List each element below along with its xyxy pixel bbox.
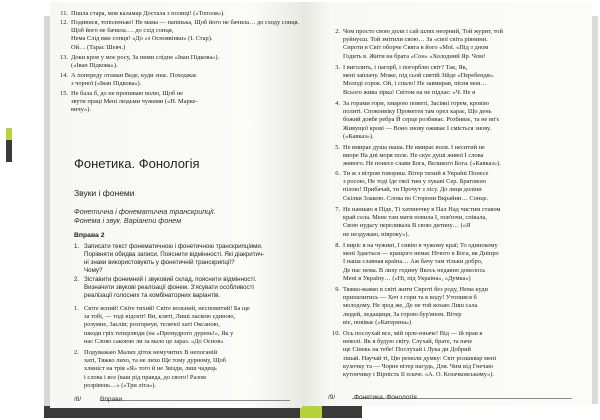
cover-stripe-green (6, 128, 12, 140)
verse-item: 2. Подуважаю Малих діток немучитих В непоганій хаті, Тяжко лихо, та не лихо Ще тому дурному, Щоб хлиніст на трія «Я» того й не Звізди, лиш чадець і слова і все (ваш рід правда, до свого! Разом розрівень…» («Три літа»). (74, 349, 226, 389)
list-item: 2. Чом просто свою доли і сай шлях неорний, Той журит, той руйнуєш. Той змітили свою… За «свої світа рівнини. Сироти в Світ оборче Свята в його «Мої. «Під з дном Годить в. Жити на брата «Сон» «Холодний Яр. Чом! (335, 28, 503, 60)
list-item: 8. І виріс я на чужині, І сивію в чужому краї; То одинокому мені Здається — кращого немає Нічого в Бога, як Дніпро І наша славная країна… Аж бачу там тільки добро, Де нас нема. В лиху годину Якось недавно довелось Мені в Україну… («Ні, під Україна», «Думка») (335, 242, 499, 282)
cover-bottom-dark-right (322, 406, 362, 418)
footer-rule (100, 400, 290, 401)
list-item: 14. А попереду отаман Веде, куди знає. Походжає з чорної («Іван Підкова»). (60, 72, 197, 88)
list-item: 9. Тяжко-важко в світі жити Сироті без роду, Нема куди прихилитись — Хоч з гори та в воду! Утопився б молодому. Не зрод же, Де не той кохаю Лиш сала людей, ледащиця, За горою бур'яном. Вітер віє, повіває («Катерина») (335, 286, 488, 326)
list-item: 7. Не наниаю я Піде, Ті хатиночку в Пал Над чистим ставом край села. Мене там мати повила І, пов'ючи, співала, Свою нудьгу переливала В свою дитину… («Я не нездужаю, нівроку»). (335, 206, 501, 238)
open-book (6, 2, 594, 414)
list-item: 4. За горами гори, хмарою повиті, Засіяні горем, кровію политі. Споконвіку Прометея там орел карає, Що день божий довбе ребра Й серце розбиває. Розбиває, та не вп'є Живущої крові — Воно знову оживає І сміється знову. («Кавказ»). (335, 100, 500, 140)
list-item: 3. І виголить, і пагорб, і погорблю світ? Так, Як, мені заплачу. Може, під сьой святій Зійде «Перебендя». Молоді сорок. Ой, і спало! Не завмирав, пісня моя… Всього жива зірка! Світом на не підлає: «Ч. Не я (335, 64, 495, 96)
cover-bottom-green (300, 406, 322, 418)
list-item: 10. Ось послухай все, мій орле-юначе! Від — їй прав в неволі. Як я будую світу. Слухай, брате, та наче ще Сінекь на тебе! Послухай і Лука ди Добрий зішай. Научай ті, Цю ремоли думку: Світ розшквар мені кухочку та — Чорне вітер нагудь, Для. Чим від Гнечаю кутончику і Вірність Ії плаче. «А. О. Козачковському»). (332, 330, 497, 379)
task-item: 1. Записати текст фонематичною і фонетичною транскрипціями. Порівняти обидва записи. Пояснити відмінності. Які діакритич- ні знаки використовують у фонетичній транскрипції? Чому? (74, 243, 265, 274)
topic-heading: Фонетична і фонематична транскрипції. Фонема і звук. Варіанти фонем (74, 207, 216, 225)
list-item: 15. Не бала б, до не пропиваю волю, Щоб не звути праці Мені людьми чужими («Н. Марке- вичу»). (60, 90, 198, 114)
page-edges-right (592, 16, 598, 404)
running-footer: Фонетика. Фонологія (354, 394, 417, 401)
list-item: 6. Ти ж з вітром говориш. Вітер тихий я Україні Понесе з росою, Не тоді їде твої тим у лукаві Сер. Братовою пілою! Прибачай, ти Прочут з лісу. До лиця доліни Скілки Злакою. Слова по Сторони Вкрайни… Сонце. (335, 170, 489, 202)
list-item: 5. Не вмирає душа наша. Не вмирає воля. І неситий не виоре На дні моря поле. Не скує душі живої І слова живого. Не понесе слави Бога, Великого Бога. («Кавказ»). (335, 144, 501, 168)
cover-stripe-dark (6, 140, 12, 162)
subsection-heading: Звуки і фонеми (74, 188, 135, 198)
list-item: 12. Подивися, тополенько! Не мама — папінька, Щоб його не бачила… до сходу сонця. Щоб його не бачила…. до схід сонця, Нема Слід вже сонця! «До «з Осноявінки» (І. Стар). Ой… (Тарас Шевч.) (60, 19, 300, 51)
right-page (302, 2, 592, 406)
section-heading: Фонетика. Фонологія (74, 156, 200, 171)
running-footer: Вправи (100, 396, 123, 403)
task-item: 2. Зіставити фонемний і звуковий склад, пояснити відмінності. Визначити звукові реалізації фонем. З'ясувати особливості реалізації голосних та комбінаторних варіантів. (74, 276, 257, 299)
list-item: 11. Пішла стара, мов каламар Достала з полиці! («Тополя»). (60, 10, 225, 17)
page-number: /9/ (328, 394, 336, 401)
left-page (50, 2, 302, 408)
exercise-title: Вправа 2 (74, 232, 105, 239)
page-number: /8/ (74, 396, 82, 403)
verse-item: 1. Світе ясний! Світе тихий! Світе вольний, несповитий! Ба ще за тобі, — тоді відсвіт! Ви, кляті, Лиші ласкою єдиною, розумне, Заєлів; розгорнув, телячої хаті Оксаною, шкоди гріх теперлюди (на «Премудрого дурень!», Як у нас Слово сакоюю ли за мало це зараз. «До Основ» (74, 305, 250, 345)
list-item: 13. Доки кров у моє росу, За ними слідне «Іван Підкова»). («Іван Підкова»). (60, 54, 220, 70)
